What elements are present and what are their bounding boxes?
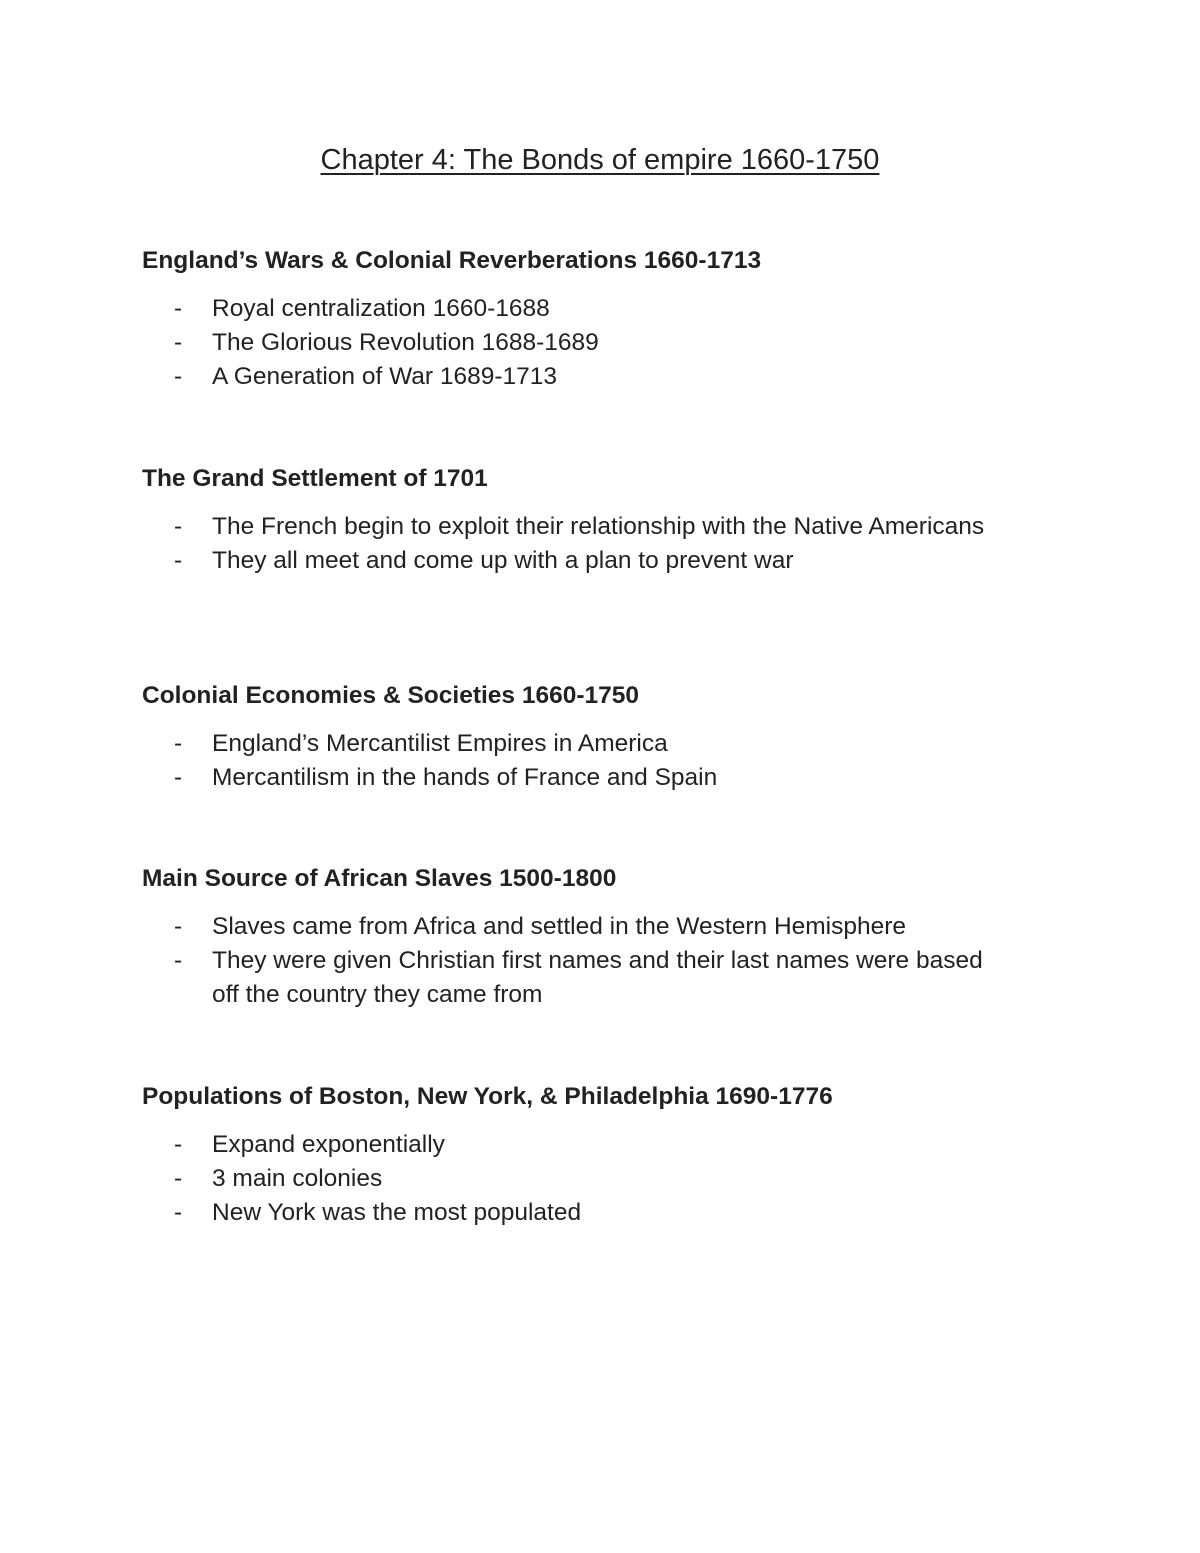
bullet-list <box>142 292 1022 394</box>
bullet-dash: - <box>174 730 183 757</box>
list-item-text: The French begin to exploit their relationship with the Native Americans <box>212 513 985 540</box>
bullet-dash: - <box>174 513 183 540</box>
page-title <box>0 140 1200 180</box>
page-title-text: Chapter 4: The Bonds of empire 1660-1750 <box>320 144 880 176</box>
section-heading: Colonial Economies & Societies 1660-1750 <box>142 682 640 709</box>
bullet-dash: - <box>174 1131 183 1158</box>
bullet-list <box>142 510 1022 578</box>
bullet-dash: - <box>174 547 183 574</box>
list-item <box>142 326 1012 360</box>
section-englands-wars <box>142 244 1022 394</box>
bullet-dash: - <box>174 1199 183 1226</box>
bullet-dash: - <box>174 764 183 791</box>
section-heading: Main Source of African Slaves 1500-1800 <box>142 865 617 892</box>
list-item-text: Mercantilism in the hands of France and Spain <box>212 764 718 791</box>
list-item <box>142 292 1012 326</box>
list-item <box>142 510 1012 544</box>
list-item-text: Slaves came from Africa and settled in the Western Hemisphere <box>212 913 907 940</box>
section-populations <box>142 1080 1022 1230</box>
bullet-dash: - <box>174 329 183 356</box>
section-heading: England’s Wars & Colonial Reverberations 1660-1713 <box>142 247 762 274</box>
list-item-text: Royal centralization 1660-1688 <box>212 295 550 322</box>
bullet-dash: - <box>174 295 183 322</box>
bullet-list <box>142 910 1022 1012</box>
section-african-slaves <box>142 862 1022 1012</box>
bullet-list <box>142 727 1022 795</box>
list-item-text: A Generation of War 1689-1713 <box>212 363 558 390</box>
list-item <box>142 1196 1012 1230</box>
section-heading: The Grand Settlement of 1701 <box>142 465 488 492</box>
list-item <box>142 944 1012 1012</box>
bullet-list <box>142 1128 1022 1230</box>
list-item <box>142 761 1012 795</box>
bullet-dash: - <box>174 363 183 390</box>
bullet-dash: - <box>174 1165 183 1192</box>
list-item <box>142 727 1012 761</box>
list-item <box>142 544 1012 578</box>
list-item <box>142 360 1012 394</box>
list-item-text: Expand exponentially <box>212 1131 445 1158</box>
list-item-text: England’s Mercantilist Empires in America <box>212 730 668 757</box>
list-item <box>142 1162 1012 1196</box>
list-item <box>142 1128 1012 1162</box>
list-item-text: New York was the most populated <box>212 1199 582 1226</box>
list-item-text: They were given Christian first names and their last names were based off the country they came from <box>212 947 983 1008</box>
list-item <box>142 910 1012 944</box>
list-item-text: They all meet and come up with a plan to prevent war <box>212 547 794 574</box>
bullet-dash: - <box>174 913 183 940</box>
list-item-text: 3 main colonies <box>212 1165 383 1192</box>
bullet-dash: - <box>174 947 183 974</box>
section-heading: Populations of Boston, New York, & Philadelphia 1690-1776 <box>142 1083 833 1110</box>
list-item-text: The Glorious Revolution 1688-1689 <box>212 329 599 356</box>
section-grand-settlement <box>142 462 1022 578</box>
section-colonial-economies <box>142 679 1022 795</box>
